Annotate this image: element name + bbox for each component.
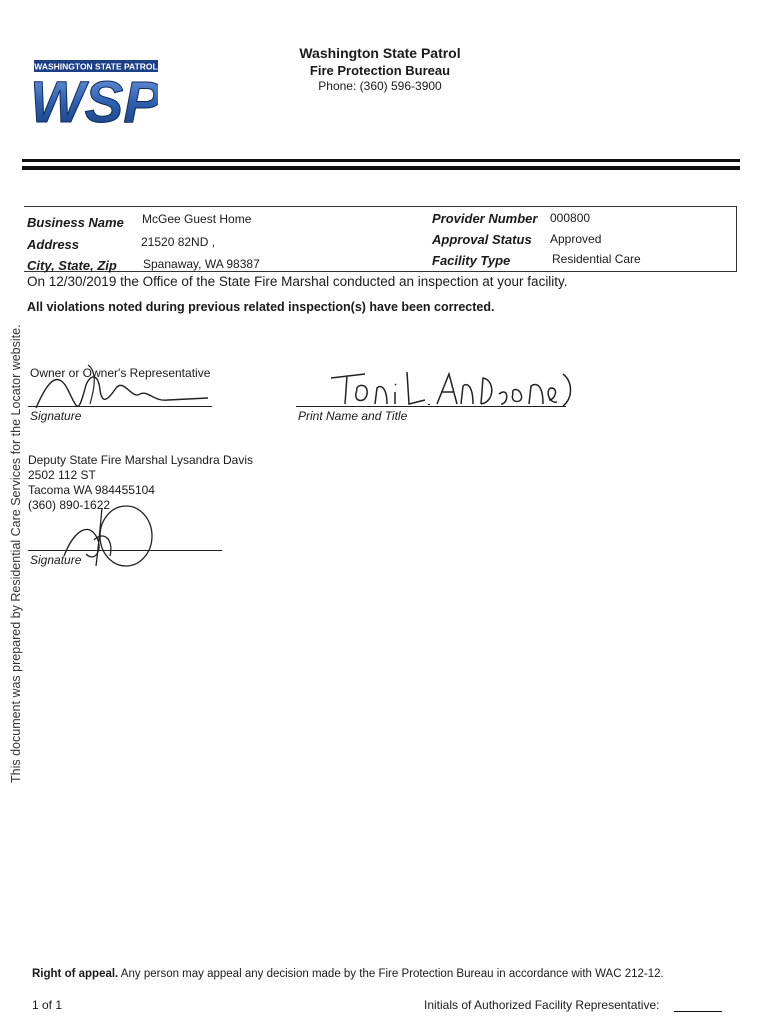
city-label: City, State, Zip <box>27 258 117 273</box>
marshal-phone: (360) 890-1622 <box>28 498 111 512</box>
approval-status-label: Approval Status <box>432 232 532 247</box>
marshal-signature-line <box>28 550 222 551</box>
business-name-value: McGee Guest Home <box>142 212 252 226</box>
initials-line <box>674 1011 722 1012</box>
facility-type-label: Facility Type <box>432 253 511 268</box>
appeal-heading: Right of appeal. <box>32 968 119 980</box>
logo-letters: WSP <box>34 70 158 126</box>
sidebar-note: This document was prepared by Residential Care Services for the Locator website. <box>9 324 23 783</box>
address-label: Address <box>27 237 80 252</box>
marshal-city: Tacoma WA 984455104 <box>28 483 155 497</box>
print-name-line <box>296 406 566 407</box>
header-rule-top <box>22 159 740 162</box>
logo-band-text: WASHINGTON STATE PATROL <box>34 61 158 72</box>
print-name-label: Print Name and Title <box>298 409 408 423</box>
bureau-phone: Phone: (360) 596-3900 <box>318 79 442 93</box>
owner-printed-name-handwriting <box>325 364 575 410</box>
appeal-text: Any person may appeal any decision made by the Fire Protection Bureau in accordance with WAC 212-12. <box>118 968 664 980</box>
right-of-appeal <box>32 968 664 980</box>
address-value: 21520 82ND , <box>141 235 216 249</box>
violations-statement: All violations noted during previous related inspection(s) have been corrected. <box>27 300 495 314</box>
wsp-logo <box>34 58 158 126</box>
org-name: Washington State Patrol <box>299 45 461 61</box>
city-value: Spanaway, WA 98387 <box>143 257 260 271</box>
inspection-statement: On 12/30/2019 the Office of the State Fire Marshal conducted an inspection at your facility. <box>27 274 568 289</box>
letterhead <box>230 44 530 94</box>
owner-signature-line <box>28 406 212 407</box>
marshal-name: Deputy State Fire Marshal Lysandra Davis <box>28 453 253 467</box>
provider-number-label: Provider Number <box>432 211 538 226</box>
page-count: 1 of 1 <box>32 998 63 1012</box>
header-rule-bottom <box>22 166 740 170</box>
approval-status-value: Approved <box>550 232 602 246</box>
facility-type-value: Residential Care <box>552 252 641 266</box>
business-name-label: Business Name <box>27 215 124 230</box>
owner-signature-label: Signature <box>30 409 82 423</box>
marshal-street: 2502 112 ST <box>28 468 96 482</box>
marshal-signature-label: Signature <box>30 553 82 567</box>
provider-number-value: 000800 <box>550 211 591 225</box>
bureau-name: Fire Protection Bureau <box>309 63 451 78</box>
initials-label: Initials of Authorized Facility Representative: <box>424 998 660 1012</box>
owner-heading: Owner or Owner's Representative <box>30 366 211 380</box>
